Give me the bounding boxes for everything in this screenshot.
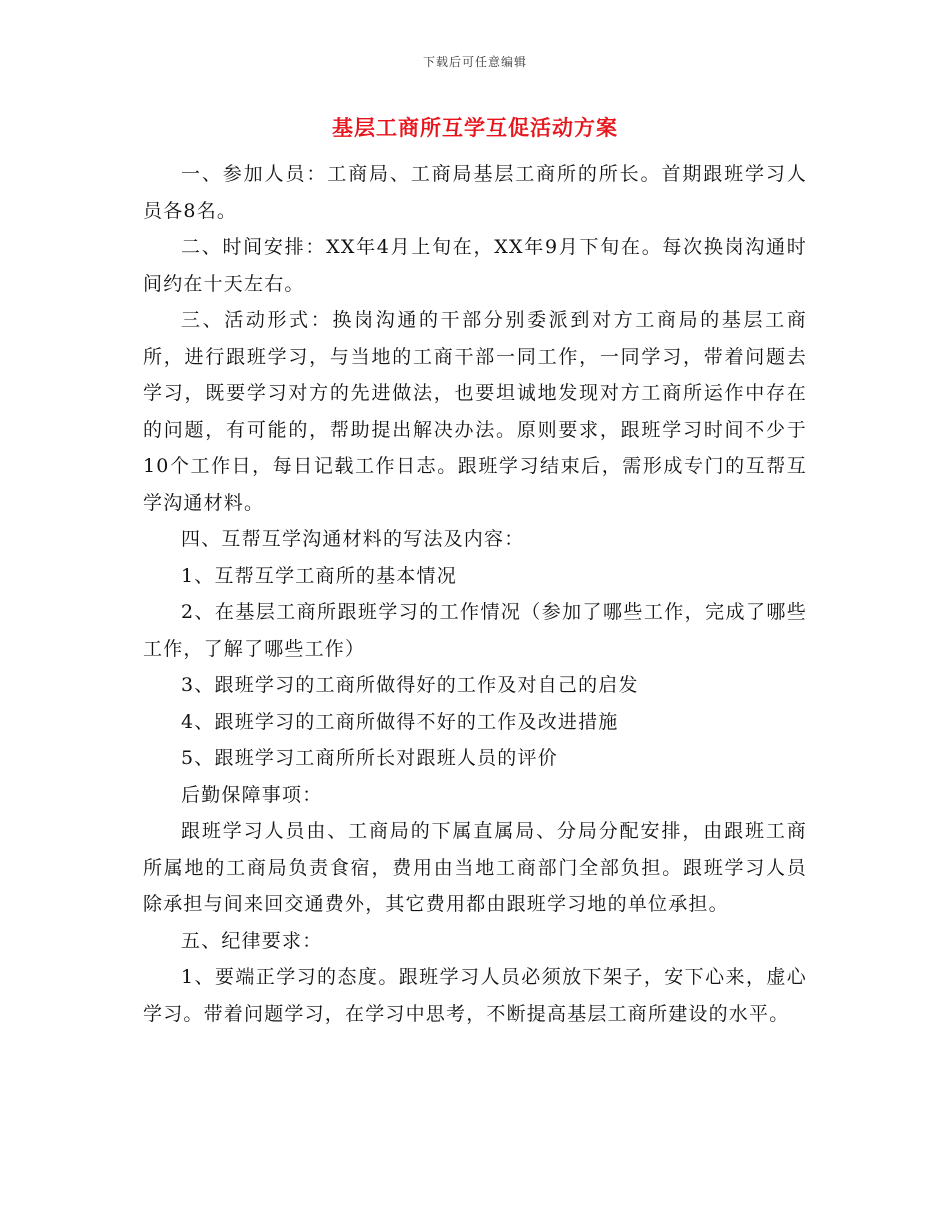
paragraph-schedule: 二、时间安排：XX年4月上旬在，XX年9月下旬在。每次换岗沟通时间约在十天左右。	[143, 236, 807, 295]
header-note: 下载后可任意编辑	[422, 55, 527, 69]
paragraph-materials-item-5: 5、跟班学习工商所所长对跟班人员的评价	[181, 747, 558, 769]
paragraph-materials-item-1: 1、互帮互学工商所的基本情况	[181, 564, 457, 587]
paragraph-materials-heading: 四、互帮互学沟通材料的写法及内容：	[181, 528, 525, 550]
paragraph-materials-item-4: 4、跟班学习的工商所做得不好的工作及改进措施	[181, 710, 619, 733]
paragraph-materials-item-2: 2、在基层工商所跟班学习的工作情况（参加了哪些工作，完成了哪些工作，了解了哪些工作）	[143, 601, 807, 660]
paragraph-discipline-heading: 五、纪律要求：	[181, 929, 323, 952]
paragraph-activity-form: 三、活动形式：换岗沟通的干部分别委派到对方工商局的基层工商所，进行跟班学习，与当地的工商干部一同工作，一同学习，带着问题去学习，既要学习对方的先进做法，也要坦诚地发现对方工商所运作中存在的问题，有可能的，帮助提出解决办法。原则要求，跟班学习时间不少于10个工作日，每日记载工作日志。跟班学习结束后，需形成专门的互帮互学沟通材料。	[143, 309, 807, 514]
paragraph-participants: 一、参加人员：工商局、工商局基层工商所的所长。首期跟班学习人员各8名。	[143, 163, 807, 222]
paragraph-logistics: 跟班学习人员由、工商局的下属直属局、分局分配安排，由跟班工商所属地的工商局负责食宿，费用由当地工商部门全部负担。跟班学习人员除承担与间来回交通费外，其它费用都由跟班学习地的单位承担。	[143, 820, 807, 915]
paragraph-materials-item-3: 3、跟班学习的工商所做得好的工作及对自己的启发	[181, 674, 639, 696]
document-title: 基层工商所互学互促活动方案	[332, 115, 618, 140]
paragraph-discipline-item-1: 1、要端正学习的态度。跟班学习人员必须放下架子，安下心来，虚心学习。带着问题学习，在学习中思考，不断提高基层工商所建设的水平。	[143, 966, 807, 1025]
document-body	[143, 156, 807, 1032]
paragraph-logistics-heading: 后勤保障事项：	[181, 783, 323, 806]
